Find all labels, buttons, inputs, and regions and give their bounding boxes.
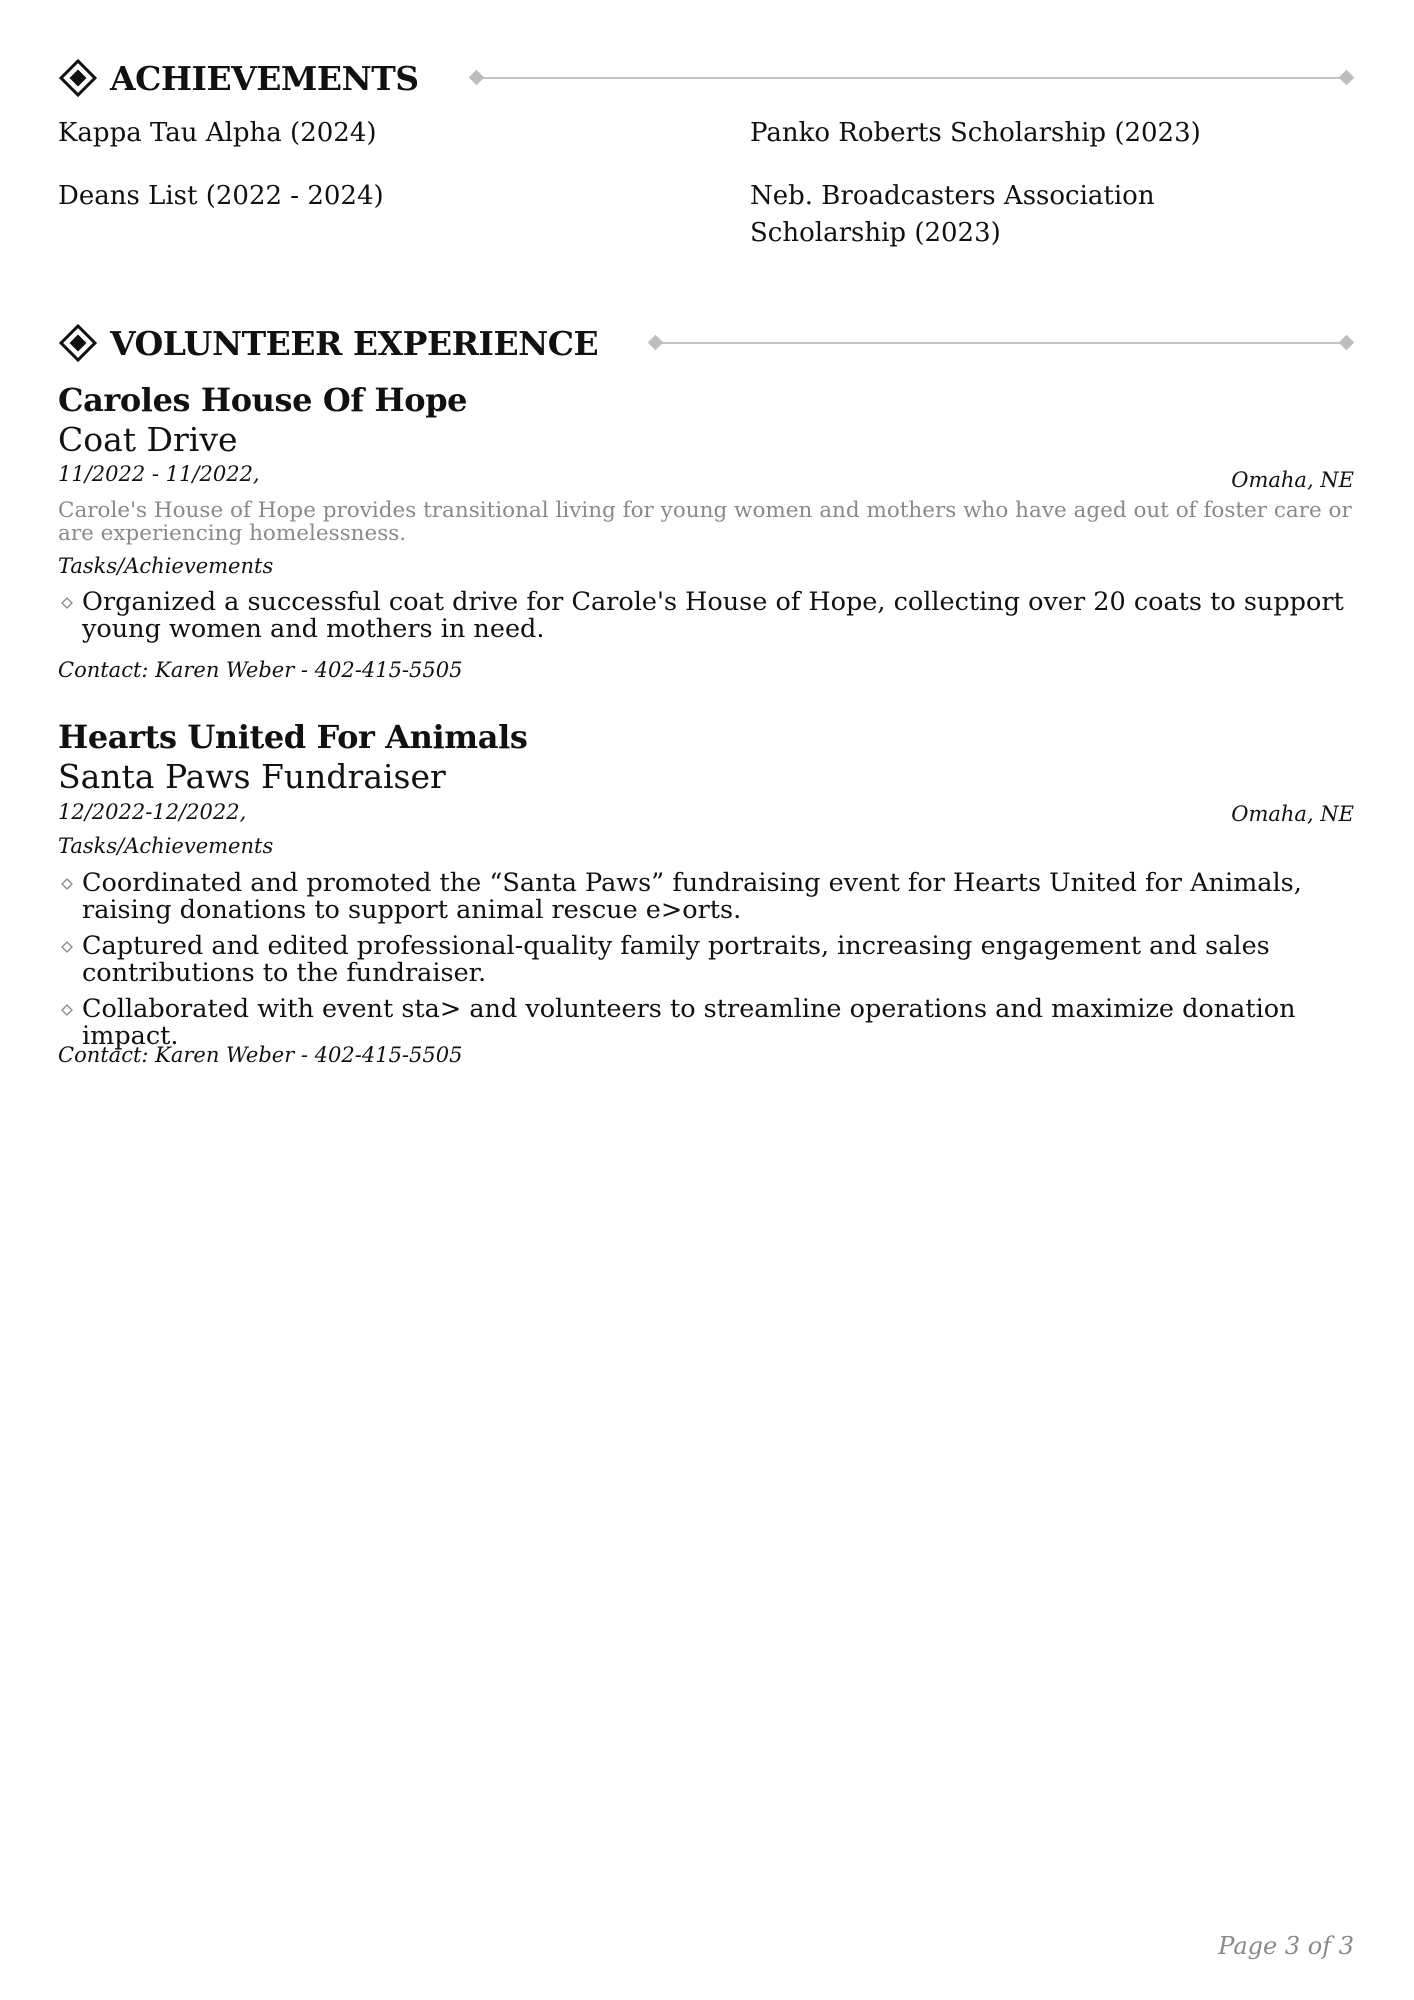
organization-description: Carole's House of Hope provides transitional living for young women and mothers who have aged out of foster care or are experiencing homelessness.	[58, 498, 1352, 546]
section-divider	[648, 336, 1354, 350]
diamond-bullet-icon	[61, 597, 73, 609]
date-range: 12/2022-12/2022,	[58, 800, 247, 824]
location: Omaha, NE	[1231, 468, 1354, 492]
tasks-label: Tasks/Achievements	[58, 554, 274, 578]
achievement-item: Neb. Broadcasters Association Scholarship (2023)	[750, 181, 1155, 248]
organization-name: Hearts United For Animals	[58, 718, 528, 756]
contact-info: Contact: Karen Weber - 402-415-5505	[58, 1043, 463, 1067]
volunteer-header	[58, 321, 1354, 365]
diamond-section-icon	[58, 58, 98, 98]
list-item: Organized a successful coat drive for Carole's House of Hope, collecting over 20 coats to support young women and mothers in need.	[58, 589, 1354, 643]
diamond-bullet-icon	[61, 878, 73, 890]
achievements-title: ACHIEVEMENTS	[110, 58, 419, 98]
volunteer-title: VOLUNTEER EXPERIENCE	[110, 323, 599, 363]
task-list	[58, 870, 1354, 1059]
location: Omaha, NE	[1231, 802, 1354, 826]
contact-info: Contact: Karen Weber - 402-415-5505	[58, 658, 463, 682]
volunteer-role: Coat Drive	[58, 420, 238, 459]
achievement-item: Kappa Tau Alpha (2024)	[58, 118, 377, 148]
section-divider	[469, 71, 1354, 85]
diamond-section-icon	[58, 323, 98, 363]
task-list	[58, 589, 1354, 652]
list-item: Captured and edited professional-quality family portraits, increasing engagement and sales contributions to the fundraiser.	[58, 933, 1354, 987]
page-number: Page 3 of 3	[1218, 1932, 1354, 1960]
diamond-bullet-icon	[61, 1004, 73, 1016]
organization-name: Caroles House Of Hope	[58, 381, 468, 419]
list-item: Collaborated with event sta> and volunteers to streamline operations and maximize donation impact.	[58, 996, 1354, 1050]
list-item: Coordinated and promoted the “Santa Paws” fundraising event for Hearts United for Animals, raising donations to support animal rescue e>orts.	[58, 870, 1354, 924]
volunteer-role: Santa Paws Fundraiser	[58, 757, 446, 796]
date-range: 11/2022 - 11/2022,	[58, 462, 260, 486]
diamond-bullet-icon	[61, 941, 73, 953]
achievement-item: Panko Roberts Scholarship (2023)	[750, 118, 1201, 148]
tasks-label: Tasks/Achievements	[58, 834, 274, 858]
achievements-header	[58, 56, 1354, 100]
achievement-item: Deans List (2022 - 2024)	[58, 181, 384, 211]
